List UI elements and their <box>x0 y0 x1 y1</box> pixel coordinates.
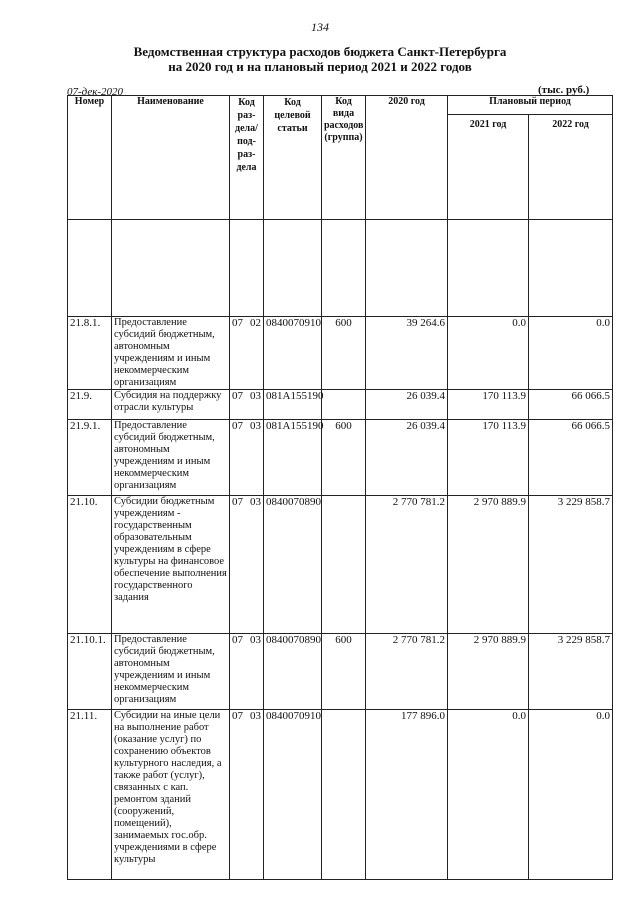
row-article-code: 081A155190 <box>264 390 322 420</box>
row-value-2020: 177 896.0 <box>366 710 448 880</box>
row-section-code <box>230 317 264 390</box>
row-article-code: 081A155190 <box>264 420 322 496</box>
title-line-2: на 2020 год и на плановый период 2021 и 2022 годов <box>168 59 472 74</box>
row-value-2021: 170 113.9 <box>448 390 529 420</box>
row-section-code <box>230 496 264 634</box>
row-section-code <box>230 420 264 496</box>
row-section-code <box>230 390 264 420</box>
row-value-2022: 0.0 <box>529 317 613 390</box>
units-label: (тыс. руб.) <box>538 84 590 96</box>
row-value-2020: 26 039.4 <box>366 390 448 420</box>
row-value-2021: 170 113.9 <box>448 420 529 496</box>
row-value-2020: 26 039.4 <box>366 420 448 496</box>
table-row <box>68 710 613 880</box>
row-value-2021: 2 970 889.9 <box>448 496 529 634</box>
row-razdel: 07 <box>232 496 243 508</box>
row-value-2022: 66 066.5 <box>529 420 613 496</box>
row-number: 21.10.1. <box>68 634 112 710</box>
header-number: Номер <box>68 96 112 220</box>
row-article-code: 0840070890 <box>264 496 322 634</box>
row-value-2020: 2 770 781.2 <box>366 634 448 710</box>
header-expense-type: Код вида расходов (группа) <box>322 96 366 220</box>
document-date: 07-дек-2020 <box>67 86 124 98</box>
table-row <box>68 317 613 390</box>
row-value-2022: 3 229 858.7 <box>529 496 613 634</box>
row-article-code: 0840070910 <box>264 710 322 880</box>
row-number: 21.9. <box>68 390 112 420</box>
row-number: 21.11. <box>68 710 112 880</box>
row-section-code <box>230 634 264 710</box>
row-value-2022: 3 229 858.7 <box>529 634 613 710</box>
header-2020: 2020 год <box>366 96 448 220</box>
title-line-1: Ведомственная структура расходов бюджета Санкт-Петербурга <box>133 44 507 59</box>
row-razdel: 07 <box>232 390 243 402</box>
row-razdel: 07 <box>232 710 243 722</box>
row-podrazdel: 03 <box>250 710 261 722</box>
row-number: 21.10. <box>68 496 112 634</box>
row-value-2021: 0.0 <box>448 317 529 390</box>
document-title <box>0 44 640 74</box>
table-row <box>68 634 613 710</box>
row-expense-type <box>322 390 366 420</box>
page-number: 134 <box>311 20 329 34</box>
row-razdel: 07 <box>232 317 243 329</box>
header-2022: 2022 год <box>529 115 613 220</box>
header-spacer-row <box>68 220 613 317</box>
row-article-code: 0840070890 <box>264 634 322 710</box>
table-row <box>68 496 613 634</box>
row-name: Субсидии на иные цели на выполнение работ (оказание услуг) по сохранению объектов культурного наследия, а также работ (услуг), связанных с кап. ремонтом зданий (сооружений, помещений), занимаемых гос.обр. учреждениями в сфере культуры <box>112 710 230 880</box>
row-podrazdel: 03 <box>250 496 261 508</box>
row-value-2021: 0.0 <box>448 710 529 880</box>
row-article-code: 0840070910 <box>264 317 322 390</box>
row-podrazdel: 03 <box>250 634 261 646</box>
table-row <box>68 420 613 496</box>
row-number: 21.9.1. <box>68 420 112 496</box>
budget-table <box>67 95 613 880</box>
row-value-2020: 2 770 781.2 <box>366 496 448 634</box>
row-podrazdel: 03 <box>250 390 261 402</box>
table-row <box>68 390 613 420</box>
row-value-2021: 2 970 889.9 <box>448 634 529 710</box>
row-value-2022: 0.0 <box>529 710 613 880</box>
row-razdel: 07 <box>232 420 243 432</box>
row-section-code <box>230 710 264 880</box>
header-name: Наименование <box>112 96 230 220</box>
row-name: Предоставление субсидий бюджетным, автономным учреждениям и иным некоммерческим организациям <box>112 317 230 390</box>
header-plan-period: Плановый период <box>448 96 613 115</box>
row-name: Субсидия на поддержку отрасли культуры <box>112 390 230 420</box>
header-section: Код раз- дела/ под- раз- дела <box>230 96 264 220</box>
row-name: Предоставление субсидий бюджетным, автономным учреждениям и иным некоммерческим организациям <box>112 420 230 496</box>
header-article: Код целевой статьи <box>264 96 322 220</box>
row-value-2022: 66 066.5 <box>529 390 613 420</box>
row-expense-type <box>322 710 366 880</box>
row-expense-type <box>322 496 366 634</box>
row-podrazdel: 02 <box>250 317 261 329</box>
row-name: Субсидии бюджетным учреждениям - государственным образовательным учреждениям в сфере культуры на финансовое обеспечение выполнения государственного задания <box>112 496 230 634</box>
row-expense-type: 600 <box>322 317 366 390</box>
row-expense-type: 600 <box>322 634 366 710</box>
header-row-1 <box>68 96 613 115</box>
row-name: Предоставление субсидий бюджетным, автономным учреждениям и иным некоммерческим организациям <box>112 634 230 710</box>
row-number: 21.8.1. <box>68 317 112 390</box>
row-expense-type: 600 <box>322 420 366 496</box>
row-podrazdel: 03 <box>250 420 261 432</box>
row-razdel: 07 <box>232 634 243 646</box>
header-2021: 2021 год <box>448 115 529 220</box>
row-value-2020: 39 264.6 <box>366 317 448 390</box>
